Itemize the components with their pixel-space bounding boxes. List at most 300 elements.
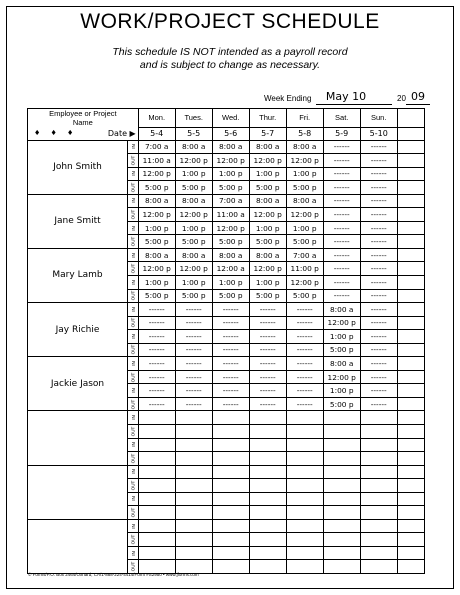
time-cell[interactable]: 8:00 a [212, 140, 249, 154]
time-cell[interactable] [323, 492, 360, 506]
extra-cell[interactable] [397, 235, 424, 249]
time-cell[interactable] [360, 465, 397, 479]
time-cell[interactable]: 7:00 a [212, 194, 249, 208]
time-cell[interactable]: 12:00 p [138, 262, 175, 276]
time-cell[interactable]: 5:00 p [175, 235, 212, 249]
extra-cell[interactable] [397, 411, 424, 425]
in-out-text: OUT [130, 480, 136, 491]
extra-cell[interactable] [397, 262, 424, 276]
time-cell[interactable]: ------ [249, 357, 286, 371]
time-cell[interactable] [212, 533, 249, 547]
out-label [128, 424, 139, 438]
time-cell[interactable] [286, 411, 323, 425]
time-cell[interactable]: ------ [175, 330, 212, 344]
time-cell[interactable]: 1:00 p [212, 275, 249, 289]
employee-name[interactable]: Jane Smitt [28, 194, 128, 248]
time-cell[interactable]: ------ [286, 303, 323, 317]
time-cell[interactable]: ------ [249, 397, 286, 411]
time-cell[interactable] [249, 438, 286, 452]
time-cell[interactable]: ------ [286, 316, 323, 330]
time-cell[interactable] [360, 492, 397, 506]
extra-cell[interactable] [397, 140, 424, 154]
time-cell[interactable]: 1:00 p [138, 221, 175, 235]
time-cell[interactable] [360, 411, 397, 425]
time-cell[interactable] [212, 546, 249, 560]
extra-cell[interactable] [397, 465, 424, 479]
time-cell[interactable] [323, 411, 360, 425]
time-cell[interactable]: 12:00 p [138, 208, 175, 222]
in-out-text: OUT [130, 507, 136, 518]
time-cell[interactable]: 5:00 p [286, 289, 323, 303]
time-cell[interactable]: ------ [323, 262, 360, 276]
out-label [128, 397, 139, 411]
time-cell[interactable] [138, 479, 175, 493]
time-cell[interactable]: ------ [212, 397, 249, 411]
time-cell[interactable]: 12:00 p [286, 154, 323, 168]
time-cell[interactable] [360, 424, 397, 438]
time-cell[interactable]: ------ [175, 370, 212, 384]
time-cell[interactable] [323, 479, 360, 493]
in-out-text: IN [130, 361, 136, 366]
time-cell[interactable] [249, 479, 286, 493]
time-cell[interactable] [175, 506, 212, 520]
time-cell[interactable] [323, 465, 360, 479]
time-cell[interactable]: ------ [249, 303, 286, 317]
time-cell[interactable] [286, 492, 323, 506]
time-cell[interactable] [212, 452, 249, 466]
extra-cell[interactable] [397, 275, 424, 289]
in-out-text: OUT [130, 426, 136, 437]
time-cell[interactable]: ------ [212, 330, 249, 344]
time-cell[interactable]: ------ [323, 194, 360, 208]
time-cell[interactable]: 12:00 p [286, 208, 323, 222]
time-cell[interactable] [138, 438, 175, 452]
time-cell[interactable]: ------ [212, 357, 249, 371]
time-cell[interactable] [175, 533, 212, 547]
time-cell[interactable]: ------ [323, 181, 360, 195]
time-cell[interactable] [212, 424, 249, 438]
time-cell[interactable]: 5:00 p [212, 181, 249, 195]
time-cell[interactable]: ------ [212, 384, 249, 398]
employee-name[interactable] [28, 519, 128, 573]
time-cell[interactable] [286, 519, 323, 533]
time-cell[interactable]: ------ [360, 343, 397, 357]
time-cell[interactable]: ------ [286, 357, 323, 371]
time-cell[interactable] [323, 506, 360, 520]
time-cell[interactable] [323, 424, 360, 438]
time-cell[interactable]: ------ [360, 397, 397, 411]
extra-cell[interactable] [397, 397, 424, 411]
year-value[interactable]: 09 [411, 90, 425, 103]
time-cell[interactable]: ------ [323, 289, 360, 303]
time-cell[interactable]: ------ [249, 343, 286, 357]
extra-cell[interactable] [397, 370, 424, 384]
extra-header-cell [397, 109, 424, 128]
time-cell[interactable] [175, 479, 212, 493]
time-cell[interactable]: 7:00 a [286, 248, 323, 262]
time-cell[interactable] [138, 533, 175, 547]
time-cell[interactable] [249, 452, 286, 466]
time-cell[interactable]: 7:00 a [138, 140, 175, 154]
time-cell[interactable] [286, 452, 323, 466]
time-cell[interactable]: 11:00 p [286, 262, 323, 276]
time-cell[interactable] [175, 519, 212, 533]
employee-name[interactable]: Jackie Jason [28, 357, 128, 411]
time-cell[interactable]: ------ [175, 357, 212, 371]
time-cell[interactable] [138, 546, 175, 560]
out-label [128, 506, 139, 520]
time-cell[interactable]: 8:00 a [249, 140, 286, 154]
employee-name[interactable]: Jay Richie [28, 303, 128, 357]
time-cell[interactable]: 5:00 p [138, 181, 175, 195]
date-cell[interactable]: 5-4 [138, 127, 175, 140]
time-cell[interactable]: ------ [138, 370, 175, 384]
time-cell[interactable]: ------ [175, 316, 212, 330]
time-cell[interactable]: 5:00 p [175, 181, 212, 195]
date-cell[interactable]: 5-10 [360, 127, 397, 140]
time-cell[interactable]: ------ [212, 343, 249, 357]
time-cell[interactable] [249, 546, 286, 560]
time-cell[interactable] [360, 519, 397, 533]
time-cell[interactable]: ------ [360, 194, 397, 208]
extra-cell[interactable] [397, 424, 424, 438]
time-cell[interactable]: ------ [138, 343, 175, 357]
time-cell[interactable] [175, 492, 212, 506]
time-cell[interactable] [249, 465, 286, 479]
extra-cell[interactable] [397, 438, 424, 452]
time-cell[interactable]: 5:00 p [175, 289, 212, 303]
time-cell[interactable]: 11:00 a [212, 208, 249, 222]
form-title: WORK/PROJECT SCHEDULE [80, 10, 380, 33]
time-cell[interactable]: ------ [360, 248, 397, 262]
time-cell[interactable]: ------ [286, 343, 323, 357]
extra-cell[interactable] [397, 248, 424, 262]
time-cell[interactable] [138, 519, 175, 533]
time-cell[interactable]: 12:00 p [212, 221, 249, 235]
week-ending-value[interactable]: May 10 [325, 90, 367, 103]
extra-cell[interactable] [397, 533, 424, 547]
time-cell[interactable]: 11:00 a [138, 154, 175, 168]
time-cell[interactable]: ------ [360, 181, 397, 195]
time-cell[interactable]: 8:00 a [286, 194, 323, 208]
time-cell[interactable]: 1:00 p [249, 275, 286, 289]
table-row [28, 194, 425, 208]
time-cell[interactable] [138, 506, 175, 520]
time-cell[interactable] [286, 533, 323, 547]
extra-cell[interactable] [397, 384, 424, 398]
time-cell[interactable] [212, 506, 249, 520]
time-cell[interactable]: ------ [360, 140, 397, 154]
time-cell[interactable]: 12:00 p [249, 208, 286, 222]
time-cell[interactable] [360, 533, 397, 547]
extra-cell[interactable] [397, 479, 424, 493]
time-cell[interactable]: 5:00 p [212, 289, 249, 303]
time-cell[interactable] [138, 465, 175, 479]
in-out-text: IN [130, 442, 136, 448]
extra-cell[interactable] [397, 519, 424, 533]
time-cell[interactable]: ------ [360, 316, 397, 330]
time-cell[interactable] [323, 519, 360, 533]
time-cell[interactable] [360, 546, 397, 560]
table-row [28, 303, 425, 317]
time-cell[interactable]: ------ [323, 221, 360, 235]
in-out-text: IN [130, 523, 136, 529]
time-cell[interactable]: 1:00 p [323, 330, 360, 344]
time-cell[interactable] [286, 560, 323, 574]
time-cell[interactable]: ------ [360, 167, 397, 181]
time-cell[interactable] [360, 452, 397, 466]
extra-cell[interactable] [397, 167, 424, 181]
time-cell[interactable]: ------ [175, 303, 212, 317]
time-cell[interactable]: 12:00 p [175, 154, 212, 168]
extra-cell[interactable] [397, 194, 424, 208]
out-label [128, 262, 139, 276]
time-cell[interactable]: 8:00 a [249, 194, 286, 208]
time-cell[interactable]: ------ [323, 140, 360, 154]
extra-cell[interactable] [397, 208, 424, 222]
time-cell[interactable]: ------ [360, 370, 397, 384]
date-cell[interactable]: 5-6 [212, 127, 249, 140]
time-cell[interactable]: 1:00 p [175, 167, 212, 181]
time-cell[interactable]: 12:00 p [175, 208, 212, 222]
time-cell[interactable] [323, 546, 360, 560]
in-out-text: OUT [130, 345, 136, 355]
extra-cell[interactable] [397, 303, 424, 317]
time-cell[interactable]: ------ [212, 316, 249, 330]
time-cell[interactable]: 5:00 p [286, 235, 323, 249]
time-cell[interactable]: ------ [360, 262, 397, 276]
employee-name[interactable] [28, 465, 128, 519]
time-cell[interactable] [323, 452, 360, 466]
time-cell[interactable]: ------ [360, 235, 397, 249]
table-row [28, 465, 425, 479]
time-cell[interactable] [212, 438, 249, 452]
time-cell[interactable] [175, 465, 212, 479]
extra-cell[interactable] [397, 560, 424, 574]
time-cell[interactable]: ------ [138, 303, 175, 317]
time-cell[interactable]: ------ [286, 397, 323, 411]
time-cell[interactable]: ------ [323, 154, 360, 168]
time-cell[interactable] [212, 492, 249, 506]
time-cell[interactable]: 5:00 p [249, 181, 286, 195]
time-cell[interactable] [138, 411, 175, 425]
time-cell[interactable] [286, 506, 323, 520]
time-cell[interactable]: ------ [175, 397, 212, 411]
time-cell[interactable]: ------ [249, 384, 286, 398]
time-cell[interactable]: 12:00 p [323, 370, 360, 384]
time-cell[interactable] [138, 452, 175, 466]
employee-name[interactable] [28, 411, 128, 465]
time-cell[interactable]: 5:00 p [323, 343, 360, 357]
extra-cell[interactable] [397, 343, 424, 357]
time-cell[interactable] [286, 424, 323, 438]
time-cell[interactable]: ------ [286, 370, 323, 384]
time-cell[interactable]: ------ [249, 330, 286, 344]
time-cell[interactable] [138, 492, 175, 506]
time-cell[interactable] [323, 438, 360, 452]
employee-header-arrows: ♦ ♦ ♦ [34, 128, 78, 137]
time-cell[interactable]: ------ [323, 235, 360, 249]
in-out-text: IN [130, 279, 136, 285]
time-cell[interactable]: ------ [175, 384, 212, 398]
time-cell[interactable]: 1:00 p [286, 221, 323, 235]
time-cell[interactable] [249, 411, 286, 425]
time-cell[interactable] [323, 560, 360, 574]
week-ending-line [316, 104, 392, 105]
time-cell[interactable]: 1:00 p [286, 167, 323, 181]
time-cell[interactable]: ------ [323, 248, 360, 262]
time-cell[interactable]: ------ [138, 384, 175, 398]
time-cell[interactable]: 1:00 p [138, 275, 175, 289]
date-cell[interactable]: 5-8 [286, 127, 323, 140]
time-cell[interactable]: 8:00 a [175, 194, 212, 208]
time-cell[interactable] [286, 465, 323, 479]
time-cell[interactable]: ------ [323, 208, 360, 222]
time-cell[interactable] [249, 533, 286, 547]
extra-cell[interactable] [397, 506, 424, 520]
time-cell[interactable]: 1:00 p [175, 275, 212, 289]
time-cell[interactable] [286, 479, 323, 493]
time-cell[interactable] [175, 452, 212, 466]
time-cell[interactable]: 8:00 a [323, 357, 360, 371]
extra-cell[interactable] [397, 330, 424, 344]
extra-cell[interactable] [397, 452, 424, 466]
date-cell[interactable]: 5-7 [249, 127, 286, 140]
time-cell[interactable]: ------ [360, 357, 397, 371]
time-cell[interactable] [212, 465, 249, 479]
time-cell[interactable]: ------ [360, 208, 397, 222]
time-cell[interactable]: 5:00 p [138, 289, 175, 303]
time-cell[interactable]: ------ [360, 275, 397, 289]
time-cell[interactable]: 8:00 a [175, 140, 212, 154]
time-cell[interactable]: ------ [360, 289, 397, 303]
time-cell[interactable]: 12:00 p [249, 154, 286, 168]
time-cell[interactable]: 5:00 p [212, 235, 249, 249]
time-cell[interactable] [323, 533, 360, 547]
time-cell[interactable]: 1:00 p [212, 167, 249, 181]
time-cell[interactable]: 5:00 p [249, 235, 286, 249]
in-out-text: OUT [130, 399, 136, 410]
time-cell[interactable] [175, 546, 212, 560]
time-cell[interactable]: 12:00 p [138, 167, 175, 181]
time-cell[interactable]: ------ [360, 384, 397, 398]
time-cell[interactable] [286, 546, 323, 560]
time-cell[interactable]: 1:00 p [323, 384, 360, 398]
extra-cell[interactable] [397, 221, 424, 235]
time-cell[interactable]: ------ [286, 330, 323, 344]
in-label [128, 546, 139, 560]
in-out-text: IN [130, 144, 136, 150]
time-cell[interactable]: 8:00 a [175, 248, 212, 262]
extra-cell[interactable] [397, 546, 424, 560]
time-cell[interactable]: ------ [360, 154, 397, 168]
time-cell[interactable]: 12:00 p [175, 262, 212, 276]
time-cell[interactable] [212, 560, 249, 574]
extra-cell[interactable] [397, 492, 424, 506]
time-cell[interactable]: 8:00 a [249, 248, 286, 262]
time-cell[interactable] [360, 438, 397, 452]
time-cell[interactable] [249, 560, 286, 574]
time-cell[interactable]: ------ [138, 357, 175, 371]
time-cell[interactable]: 5:00 p [323, 397, 360, 411]
time-cell[interactable]: 8:00 a [286, 140, 323, 154]
in-out-text: OUT [130, 236, 136, 247]
time-cell[interactable]: 5:00 p [286, 181, 323, 195]
out-label [128, 343, 139, 357]
time-cell[interactable]: 8:00 a [212, 248, 249, 262]
in-out-text: IN [130, 198, 136, 204]
time-cell[interactable]: 1:00 p [175, 221, 212, 235]
extra-cell[interactable] [397, 181, 424, 195]
time-cell[interactable]: ------ [286, 384, 323, 398]
time-cell[interactable]: 12:00 p [212, 154, 249, 168]
time-cell[interactable] [138, 424, 175, 438]
extra-cell[interactable] [397, 289, 424, 303]
extra-cell[interactable] [397, 154, 424, 168]
date-cell[interactable]: 5-5 [175, 127, 212, 140]
extra-cell[interactable] [397, 316, 424, 330]
extra-cell[interactable] [397, 357, 424, 371]
time-cell[interactable]: ------ [360, 303, 397, 317]
date-cell[interactable]: 5-9 [323, 127, 360, 140]
time-cell[interactable] [175, 438, 212, 452]
employee-name[interactable]: John Smith [28, 140, 128, 194]
time-cell[interactable]: ------ [138, 397, 175, 411]
time-cell[interactable]: ------ [323, 167, 360, 181]
time-cell[interactable]: 5:00 p [138, 235, 175, 249]
time-cell[interactable]: ------ [360, 221, 397, 235]
time-cell[interactable]: 12:00 p [286, 275, 323, 289]
time-cell[interactable]: 5:00 p [249, 289, 286, 303]
time-cell[interactable]: 8:00 a [138, 248, 175, 262]
time-cell[interactable]: 1:00 p [249, 167, 286, 181]
time-cell[interactable]: ------ [212, 370, 249, 384]
time-cell[interactable]: 12:00 p [249, 262, 286, 276]
header-row-dates [28, 127, 425, 140]
time-cell[interactable]: 8:00 a [323, 303, 360, 317]
time-cell[interactable]: ------ [360, 330, 397, 344]
time-cell[interactable] [175, 424, 212, 438]
employee-name[interactable]: Mary Lamb [28, 248, 128, 302]
time-cell[interactable]: 12:00 p [323, 316, 360, 330]
time-cell[interactable]: ------ [249, 370, 286, 384]
week-ending-label: Week Ending [264, 94, 312, 103]
time-cell[interactable] [175, 411, 212, 425]
time-cell[interactable]: ------ [175, 343, 212, 357]
form-subtitle-line2: and is subject to change as necessary. [139, 59, 321, 71]
time-cell[interactable]: ------ [138, 330, 175, 344]
time-cell[interactable] [249, 492, 286, 506]
time-cell[interactable] [212, 411, 249, 425]
time-cell[interactable] [249, 424, 286, 438]
time-cell[interactable] [286, 438, 323, 452]
time-cell[interactable] [360, 560, 397, 574]
time-cell[interactable]: ------ [212, 303, 249, 317]
time-cell[interactable] [212, 479, 249, 493]
time-cell[interactable]: ------ [138, 316, 175, 330]
time-cell[interactable]: ------ [249, 316, 286, 330]
time-cell[interactable]: ------ [323, 275, 360, 289]
time-cell[interactable] [212, 519, 249, 533]
time-cell[interactable] [249, 519, 286, 533]
time-cell[interactable] [360, 506, 397, 520]
time-cell[interactable] [249, 506, 286, 520]
in-out-text: IN [130, 496, 136, 502]
time-cell[interactable]: 8:00 a [138, 194, 175, 208]
time-cell[interactable]: 12:00 a [212, 262, 249, 276]
time-cell[interactable]: 1:00 p [249, 221, 286, 235]
time-cell[interactable] [360, 479, 397, 493]
